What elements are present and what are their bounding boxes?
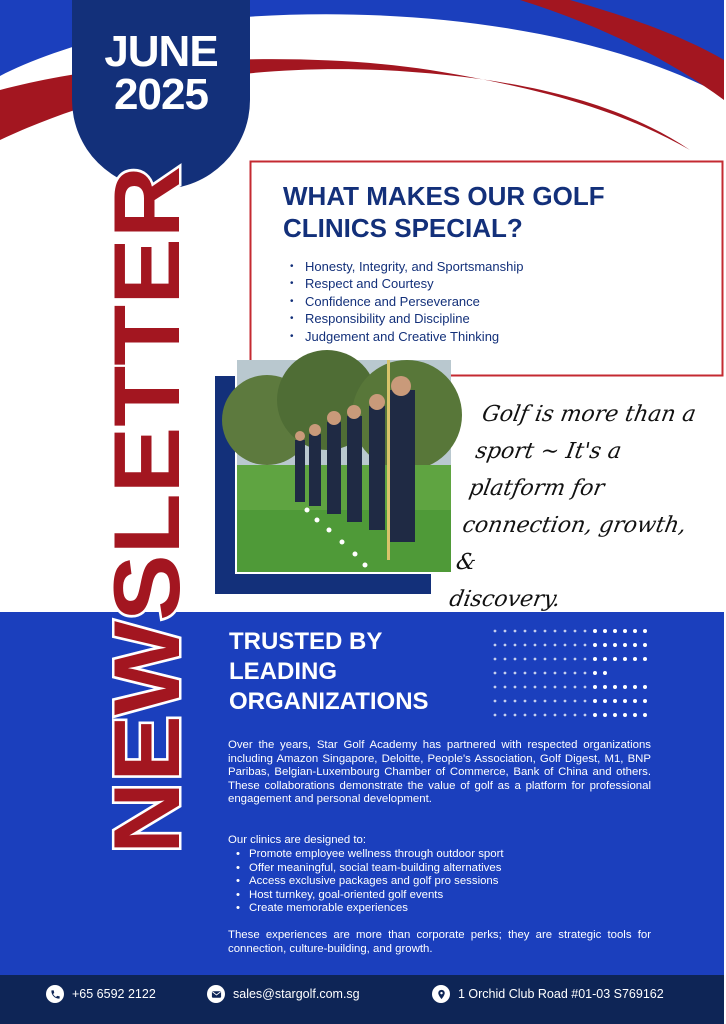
grid-dot	[494, 644, 497, 647]
grid-dot	[514, 714, 517, 717]
footer-phone-text: +65 6592 2122	[72, 987, 156, 1001]
trusted-title-line: ORGANIZATIONS	[229, 688, 429, 715]
grid-dot	[494, 672, 497, 675]
trusted-paragraph: Over the years, Star Golf Academy has partnered with respected organizations including Amazon Singapore, Deloitte, People's Association, Golf Digest, M1, BNP Paribas, Belgian-Luxembourg Chamber of Commerce, Bank of China and others. These collaborations demonstrate the value of golf as a platform for professional engagement and personal development.	[228, 739, 651, 806]
special-value-item: • Responsibility and Discipline	[290, 310, 523, 327]
special-title: WHAT MAKES OUR GOLF CLINICS SPECIAL?	[283, 181, 605, 243]
grid-dot	[623, 699, 627, 703]
quote-line: Golf is more than a	[480, 402, 698, 427]
grid-dot	[584, 658, 587, 661]
grid-dot	[514, 700, 517, 703]
footer-email[interactable]	[207, 984, 360, 1004]
grid-dot	[534, 658, 537, 661]
grid-dot	[564, 644, 567, 647]
designed-intro: Our clinics are designed to:	[228, 834, 367, 846]
footer-address	[432, 984, 664, 1004]
grid-dot	[593, 713, 597, 717]
grid-dot	[584, 630, 587, 633]
grid-dot	[643, 657, 647, 661]
designed-item: • Create memorable experiences	[236, 902, 504, 916]
grid-dot	[504, 644, 507, 647]
grid-dot	[554, 686, 557, 689]
grid-dot	[514, 658, 517, 661]
grid-dot	[524, 644, 527, 647]
footer-email-text: sales@stargolf.com.sg	[233, 987, 360, 1001]
grid-dot	[593, 629, 597, 633]
footer-address-text: 1 Orchid Club Road #01-03 S769162	[458, 987, 664, 1001]
grid-dot	[524, 714, 527, 717]
grid-dot	[574, 672, 577, 675]
grid-dot	[524, 700, 527, 703]
grid-dot	[623, 629, 627, 633]
dot-grid-decoration	[492, 628, 652, 724]
grid-dot	[504, 672, 507, 675]
grid-dot	[584, 644, 587, 647]
grid-dot	[554, 714, 557, 717]
grid-dot	[524, 672, 527, 675]
special-value-item: • Honesty, Integrity, and Sportsmanship	[290, 258, 523, 275]
trusted-title-line: LEADING	[229, 658, 337, 685]
trusted-title	[229, 627, 499, 717]
grid-dot	[504, 630, 507, 633]
footer-phone[interactable]	[46, 984, 156, 1004]
grid-dot	[643, 629, 647, 633]
phone-icon	[46, 985, 64, 1003]
email-icon	[207, 985, 225, 1003]
grid-dot	[564, 714, 567, 717]
grid-dot	[593, 643, 597, 647]
golf-quote	[446, 396, 725, 618]
grid-dot	[603, 657, 607, 661]
grid-dot	[603, 629, 607, 633]
grid-dot	[544, 700, 547, 703]
date-year: 2025	[114, 70, 208, 119]
special-value-item: • Judgement and Creative Thinking	[290, 328, 523, 345]
grid-dot	[603, 671, 607, 675]
grid-dot	[554, 700, 557, 703]
grid-dot	[544, 714, 547, 717]
grid-dot	[504, 658, 507, 661]
grid-dot	[623, 643, 627, 647]
location-pin-icon	[432, 985, 450, 1003]
grid-dot	[613, 699, 617, 703]
grid-dot	[603, 643, 607, 647]
grid-dot	[554, 672, 557, 675]
grid-dot	[494, 686, 497, 689]
grid-dot	[494, 700, 497, 703]
grid-dot	[504, 686, 507, 689]
designed-item: • Offer meaningful, social team-building alternatives	[236, 862, 504, 876]
grid-dot	[623, 657, 627, 661]
grid-dot	[613, 685, 617, 689]
grid-dot	[544, 658, 547, 661]
special-value-item: • Confidence and Perseverance	[290, 293, 523, 310]
grid-dot	[613, 713, 617, 717]
grid-dot	[593, 685, 597, 689]
grid-dot	[593, 657, 597, 661]
grid-dot	[534, 700, 537, 703]
grid-dot	[574, 630, 577, 633]
grid-dot	[593, 671, 597, 675]
grid-dot	[564, 630, 567, 633]
golf-clinic-photo	[237, 360, 451, 572]
grid-dot	[514, 672, 517, 675]
grid-dot	[613, 629, 617, 633]
grid-dot	[633, 685, 637, 689]
quote-line: platform for	[467, 476, 607, 501]
grid-dot	[534, 630, 537, 633]
grid-dot	[574, 658, 577, 661]
grid-dot	[534, 714, 537, 717]
grid-dot	[584, 700, 587, 703]
grid-dot	[564, 672, 567, 675]
grid-dot	[574, 686, 577, 689]
grid-dot	[593, 699, 597, 703]
grid-dot	[564, 700, 567, 703]
grid-dot	[603, 713, 607, 717]
grid-dot	[633, 643, 637, 647]
grid-dot	[544, 644, 547, 647]
grid-dot	[623, 685, 627, 689]
quote-line: discovery.	[447, 587, 563, 612]
grid-dot	[643, 699, 647, 703]
grid-dot	[574, 644, 577, 647]
designed-list	[236, 848, 504, 916]
grid-dot	[514, 686, 517, 689]
designed-item: • Promote employee wellness through outdoor sport	[236, 848, 504, 862]
grid-dot	[633, 713, 637, 717]
grid-dot	[534, 686, 537, 689]
grid-dot	[524, 658, 527, 661]
grid-dot	[494, 714, 497, 717]
date-month: JUNE	[104, 27, 218, 76]
grid-dot	[514, 644, 517, 647]
grid-dot	[514, 630, 517, 633]
grid-dot	[504, 700, 507, 703]
grid-dot	[633, 629, 637, 633]
grid-dot	[643, 713, 647, 717]
grid-dot	[613, 657, 617, 661]
grid-dot	[574, 714, 577, 717]
grid-dot	[534, 672, 537, 675]
grid-dot	[584, 686, 587, 689]
grid-dot	[584, 672, 587, 675]
grid-dot	[494, 630, 497, 633]
grid-dot	[643, 643, 647, 647]
photo-bracket-horizontal	[215, 574, 431, 594]
grid-dot	[554, 658, 557, 661]
grid-dot	[544, 672, 547, 675]
special-values-list	[290, 258, 523, 345]
special-value-item: • Respect and Courtesy	[290, 275, 523, 292]
grid-dot	[544, 686, 547, 689]
quote-line: connection, growth, &	[454, 513, 689, 575]
grid-dot	[643, 685, 647, 689]
grid-dot	[544, 630, 547, 633]
grid-dot	[574, 700, 577, 703]
grid-dot	[554, 630, 557, 633]
grid-dot	[633, 657, 637, 661]
designed-item: • Host turnkey, goal-oriented golf events	[236, 889, 504, 903]
grid-dot	[564, 686, 567, 689]
grid-dot	[494, 658, 497, 661]
grid-dot	[603, 685, 607, 689]
grid-dot	[584, 714, 587, 717]
grid-dot	[524, 686, 527, 689]
grid-dot	[554, 644, 557, 647]
designed-item: • Access exclusive packages and golf pro sessions	[236, 875, 504, 889]
closing-paragraph: These experiences are more than corporate perks; they are strategic tools for connection, culture-building, and growth.	[228, 929, 651, 955]
grid-dot	[623, 713, 627, 717]
trusted-title-line: TRUSTED BY	[229, 628, 383, 655]
grid-dot	[534, 644, 537, 647]
grid-dot	[524, 630, 527, 633]
newsletter-vertical-title: NEWSLETTER	[94, 206, 199, 854]
grid-dot	[564, 658, 567, 661]
grid-dot	[504, 714, 507, 717]
grid-dot	[603, 699, 607, 703]
grid-dot	[633, 699, 637, 703]
quote-line: sport ~ It's a	[473, 439, 624, 464]
newsletter-masthead	[94, 160, 199, 860]
grid-dot	[613, 643, 617, 647]
